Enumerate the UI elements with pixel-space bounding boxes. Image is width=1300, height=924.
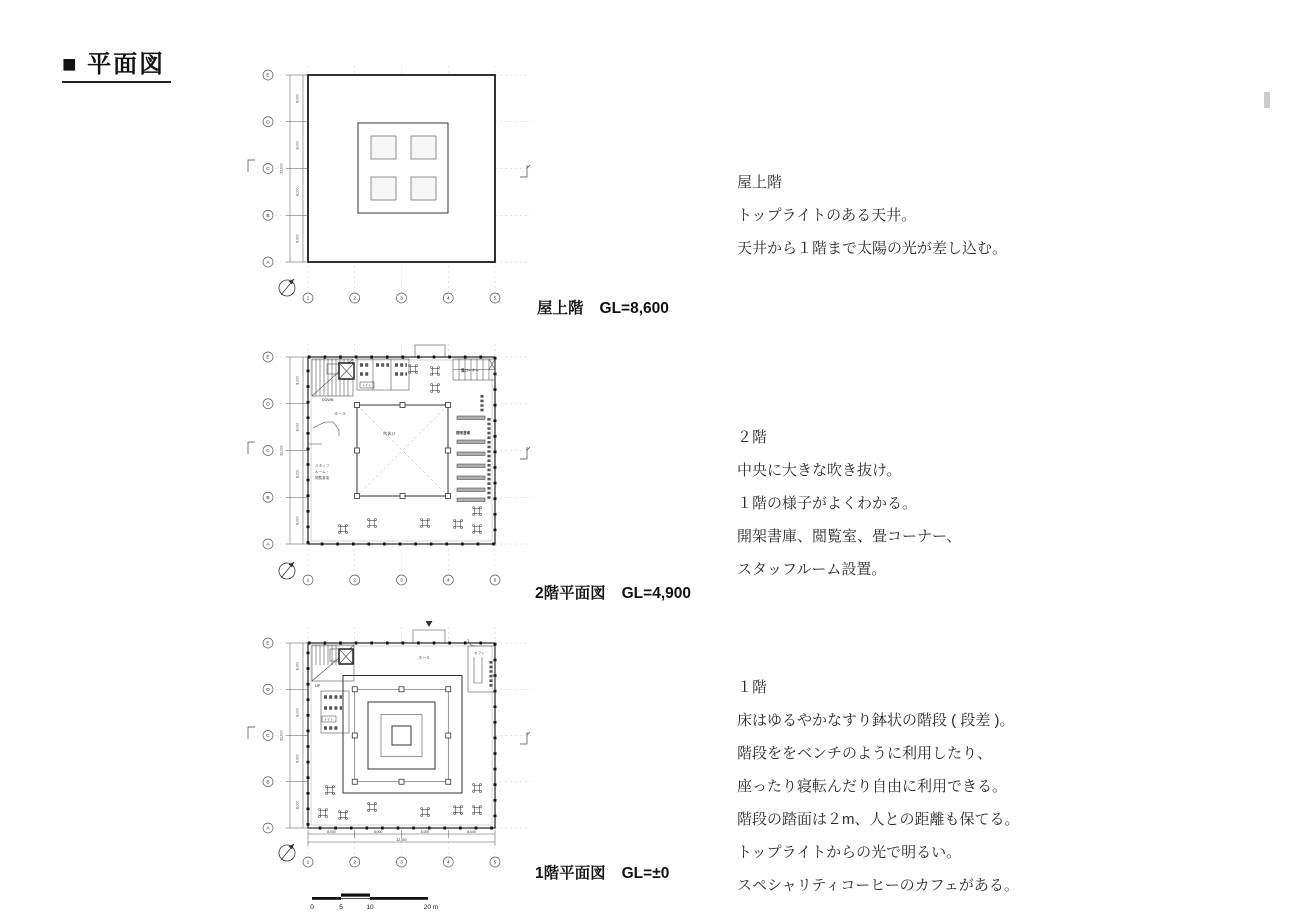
grid-bubble-col: [303, 857, 313, 867]
svg-text:D: D: [266, 120, 270, 126]
svg-text:5: 5: [493, 296, 497, 302]
north-arrow: [279, 279, 295, 296]
svg-text:3: 3: [400, 860, 403, 866]
grid-bubble-row: [263, 352, 273, 362]
grid-bubble-row: [263, 539, 273, 549]
svg-text:1: 1: [306, 860, 310, 866]
grid-bubble-col: [443, 857, 453, 867]
dim-bay: 8,000: [295, 234, 300, 243]
grid-bubble-col: [443, 575, 453, 585]
svg-text:D: D: [266, 687, 270, 693]
note-heading: １階: [737, 679, 768, 696]
note-roof: [737, 166, 1007, 265]
svg-text:8,000: 8,000: [295, 754, 300, 763]
note-line: 中央に大きな吹き抜け。: [737, 462, 902, 479]
svg-text:A: A: [266, 260, 270, 266]
scale-segment: [312, 897, 341, 900]
svg-text:3: 3: [400, 296, 403, 302]
grid-bubble-col: [303, 293, 313, 303]
section-marker-right: [520, 732, 530, 744]
grid-bubble-col: [397, 575, 407, 585]
dimension-band-left: [280, 75, 309, 262]
svg-text:8,000: 8,000: [327, 830, 336, 834]
svg-text:E: E: [266, 641, 270, 647]
svg-text:8,000: 8,000: [295, 661, 300, 671]
dimension-band-left: [280, 357, 309, 544]
svg-text:8,000: 8,000: [295, 422, 300, 432]
svg-text:2: 2: [353, 578, 357, 584]
scale-tick-label: 0: [310, 904, 314, 911]
caption-f1-gl: GL=±0: [621, 865, 670, 882]
caption-f2-title: 2階平面図: [535, 585, 606, 602]
page-edge-artifact: [1264, 92, 1270, 108]
svg-text:スタッフ: スタッフ: [315, 464, 330, 468]
note-line: トップライトのある天井。: [737, 207, 917, 224]
note-f1: [737, 671, 1020, 902]
note-line: スタッフルーム設置。: [737, 561, 887, 578]
scale-tick-label: 5: [339, 904, 343, 911]
first-floor-plan-drawing: [235, 615, 540, 880]
dim-bay: 8,000: [295, 94, 300, 103]
svg-text:D: D: [266, 402, 270, 408]
roof-plan-drawing: [235, 60, 540, 315]
grid-bubble-row: [263, 823, 273, 833]
svg-text:2: 2: [353, 860, 357, 866]
svg-text:B: B: [266, 213, 270, 219]
svg-text:ルーム・: ルーム・: [315, 470, 330, 474]
grid-bubble-col: [350, 575, 360, 585]
svg-text:32,000: 32,000: [279, 445, 284, 456]
scale-segment: [341, 894, 370, 897]
scale-tick-label: 20 m: [423, 904, 439, 911]
dimension-band-left: [280, 643, 309, 828]
section-marker-right: [520, 447, 530, 459]
svg-text:32,000: 32,000: [396, 838, 407, 842]
second-floor-plan-drawing: [235, 340, 540, 600]
dim-total: 32,000: [279, 163, 284, 174]
roof-outline: [308, 75, 495, 262]
grid-bubble-row: [263, 492, 273, 502]
svg-text:8,000: 8,000: [295, 469, 300, 479]
grid-bubble-row: [263, 164, 273, 174]
caption-roof-title: 屋上階: [537, 300, 584, 317]
caption-f1-title: 1階平面図: [535, 865, 606, 882]
grid-bubble-col: [490, 293, 500, 303]
scale-bar: [300, 884, 470, 918]
dim-bay: 8,000: [295, 187, 300, 197]
void-label: 吹抜け: [383, 431, 396, 436]
section-marker-right: [520, 165, 530, 177]
svg-text:A: A: [266, 542, 270, 548]
note-line: 天井から１階まで太陽の光が差し込む。: [737, 240, 1008, 257]
entrance: [413, 621, 445, 643]
note-line: 開架書庫、閲覧室、畳コーナー、: [737, 528, 962, 545]
svg-text:B: B: [266, 495, 270, 501]
svg-text:C: C: [266, 167, 270, 173]
scale-segment: [370, 897, 428, 900]
grid-bubble-row: [263, 210, 273, 220]
grid-bubble-row: [263, 399, 273, 409]
note-line: 座ったり寝転んだり自由に利用できる。: [737, 778, 1008, 795]
svg-text:8,000: 8,000: [295, 516, 300, 525]
cafe-label: カフェ: [474, 651, 485, 655]
grid-bubble-col: [443, 293, 453, 303]
tatami-label: 畳コーナー: [461, 368, 479, 373]
svg-text:B: B: [266, 780, 270, 786]
note-heading: 屋上階: [737, 174, 783, 191]
stair-down-label: DOWN: [322, 398, 334, 402]
grid-bubble-row: [263, 70, 273, 80]
svg-text:閲覧書架: 閲覧書架: [315, 476, 330, 480]
page-title: ■ 平面図: [62, 44, 171, 83]
north-arrow: [279, 562, 295, 579]
note-line: 床はゆるやかなすり鉢状の階段 ( 段差 )。: [737, 712, 1015, 729]
grid-bubble-col: [490, 575, 500, 585]
caption-roof: [537, 296, 669, 318]
scale-tick-label: 10: [366, 904, 374, 911]
north-arrow: [279, 844, 295, 861]
elevator: [339, 649, 353, 664]
svg-text:4: 4: [446, 578, 450, 584]
grid-bubble-col: [397, 293, 407, 303]
grid-bubble-col: [397, 857, 407, 867]
svg-text:C: C: [266, 449, 270, 455]
stacks-label: 開架書庫: [456, 431, 471, 435]
grid-bubble-row: [263, 446, 273, 456]
svg-text:4: 4: [446, 296, 450, 302]
note-line: トップライトからの光で明るい。: [737, 844, 962, 861]
caption-roof-gl: GL=8,600: [599, 300, 669, 317]
svg-text:A: A: [266, 826, 270, 832]
grid-bubble-row: [263, 117, 273, 127]
svg-text:5: 5: [493, 578, 497, 584]
svg-text:5: 5: [493, 860, 497, 866]
grid-bubble-row: [263, 257, 273, 267]
svg-text:8,000: 8,000: [295, 376, 300, 385]
section-marker-left: [248, 160, 255, 172]
grid-bubble-col: [350, 293, 360, 303]
svg-text:2: 2: [353, 296, 357, 302]
caption-f2: [535, 581, 691, 603]
hall-label: ホール: [418, 655, 431, 660]
svg-text:32,000: 32,000: [279, 730, 284, 741]
toilet-label: トイレ: [323, 717, 335, 722]
svg-text:C: C: [266, 734, 270, 740]
section-marker-left: [248, 442, 255, 454]
section-marker-left: [248, 727, 255, 739]
note-f2: [737, 421, 961, 586]
grid-bubble-col: [490, 857, 500, 867]
grid-bubble-row: [263, 684, 273, 694]
note-heading: ２階: [737, 429, 768, 446]
svg-text:8,000: 8,000: [420, 830, 430, 834]
svg-text:4: 4: [446, 860, 450, 866]
svg-text:E: E: [266, 355, 270, 361]
svg-text:8,000: 8,000: [373, 830, 383, 834]
svg-text:1: 1: [306, 578, 310, 584]
roof-access-protrusion: [415, 345, 445, 357]
caption-f1: [535, 861, 669, 883]
svg-text:8,000: 8,000: [467, 830, 476, 834]
grid-bubble-row: [263, 731, 273, 741]
svg-text:8,000: 8,000: [295, 800, 300, 810]
caption-f2-gl: GL=4,900: [621, 585, 691, 602]
floor-outline: [308, 643, 495, 828]
note-line: 階段の踏面は２m、人との距離も保てる。: [737, 811, 1020, 828]
svg-text:3: 3: [400, 578, 403, 584]
elevator: [339, 363, 354, 379]
grid-bubble-col: [350, 857, 360, 867]
note-line: １階の様子がよくわかる。: [737, 495, 918, 512]
grid-bubble-col: [303, 575, 313, 585]
svg-text:E: E: [266, 73, 270, 79]
toilet-label: トイレ: [361, 383, 373, 388]
grid-bubble-row: [263, 777, 273, 787]
hall-label: ホール: [334, 411, 347, 416]
stair-up-label: UP: [315, 684, 320, 688]
note-line: スペシャリティコーヒーのカフェがある。: [737, 877, 1019, 894]
grid-bubble-row: [263, 638, 273, 648]
svg-text:8,000: 8,000: [295, 708, 300, 717]
dim-bay: 8,000: [295, 140, 300, 150]
note-line: 階段ををベンチのように利用したり、: [737, 745, 993, 762]
svg-text:1: 1: [306, 296, 310, 302]
